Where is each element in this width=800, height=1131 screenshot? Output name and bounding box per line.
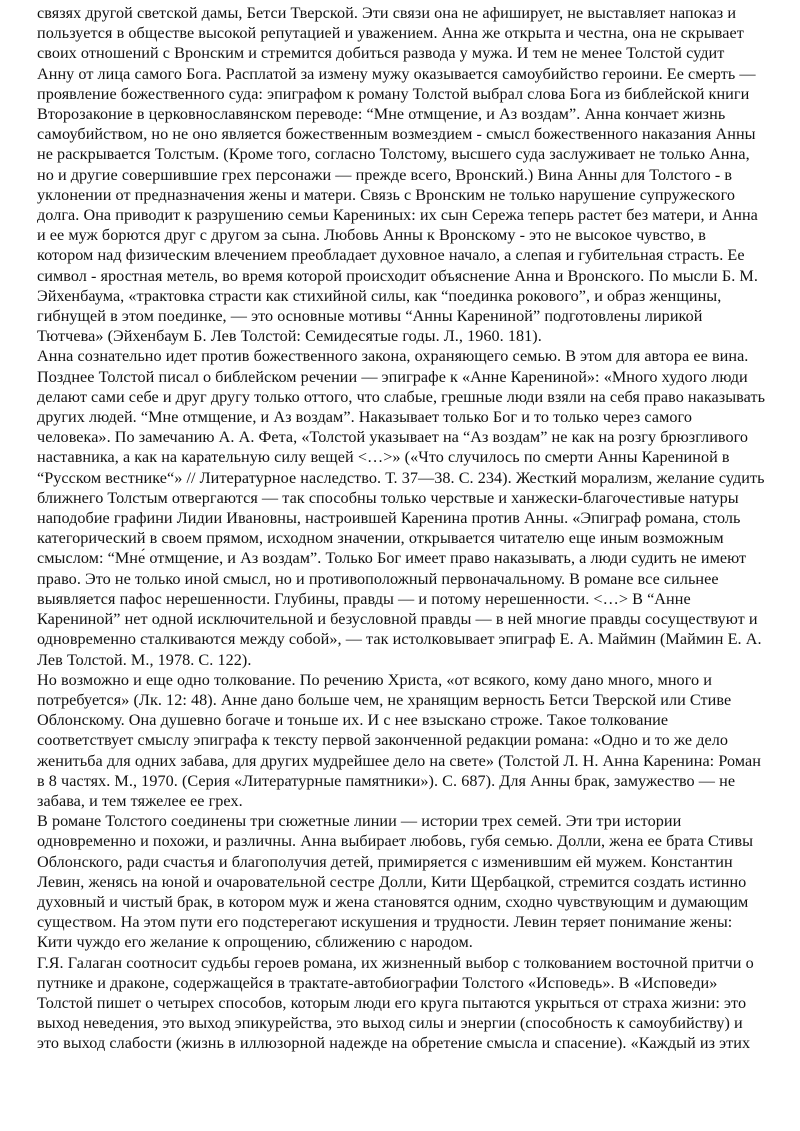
paragraph-2: Анна сознательно идет против божественного закона, охраняющего семью. В этом для автора ее вина. Позднее Толстой писал о библейском речении — эпиграфе к «Анне Карениной»: «Много худого люди делают сами себе и друг другу только оттого, что слабые, грешные люди взяли на себя право наказывать других людей. “Мне отмщение, и Аз воздам”. Наказывает только Бог и то только через самого человека». По замечанию А. А. Фета, «Толстой указывает на “Аз воздам” не как на розгу брюзгливого наставника, а как на карательную силу вещей <…>» («Что случилось по смерти Анны Карениной в “Русском вестнике“» // Литературное наследство. Т. 37—38. С. 234). Жесткий морализм, желание судить ближнего Толстым отвергаются — так способны только черствые и ханжески-благочестивые натуры наподобие графини Лидии Ивановны, настроившей Каренина против Анны. «Эпиграф романа, столь категорический в своем прямом, исходном значении, открывается читателю еще иным возможным смыслом: “Мне́ отмщение, и Аз воздам”. Только Бог имеет право наказывать, а люди судить не имеют право. Это не только иной смысл, но и противоположный первоначальному. В романе все сильнее выявляется пафос нерешенности. Глубины, правды — и потому нерешенности. <…> В “Анне Карениной” нет одной исключительной и безусловной правды — в ней многие правды сосуществуют и одновременно сталкиваются между собой», — так истолковывает эпиграф Е. А. Маймин (Маймин Е. А. Лев Толстой. М., 1978. С. 122). [37, 347, 766, 669]
paragraph-5: Г.Я. Галаган соотносит судьбы героев романа, их жизненный выбор с толкованием восточной притчи о путнике и драконе, содержащейся в трактате-автобиографии Толстого «Исповедь». В «Исповеди» Толстой пишет о четырех способов, которым люди его круга пытаются укрыться от страха жизни: это выход неведения, это выход эпикурейства, это выход силы и энергии (способность к самоубийству) и это выход слабости (жизнь в иллюзорной надежде на обретение смысла и спасение). «Каждый из этих [37, 953, 754, 1053]
paragraph-4: В романе Толстого соединены три сюжетные линии — истории трех семей. Эти три истории одновременно и похожи, и различны. Анна выбирает любовь, губя семью. Долли, жена ее брата Стивы Облонского, ради счастья и благополучия детей, примиряется с изменившим ей мужем. Константин Левин, женясь на юной и очаровательной сестре Долли, Кити Щербацкой, стремится создать истинно духовный и чистый брак, в котором муж и жена становятся одним, сходно чувствующим и думающим существом. На этом пути его подстерегают искушения и трудности. Левин теряет понимание жены: Кити чуждо его желание к опрощению, сближению с народом. [37, 812, 754, 952]
paragraph-1: связях другой светской дамы, Бетси Тверской. Эти связи она не афиширует, не выставляет напоказ и пользуется в обществе высокой репутацией и уважением. Анна же открыта и честна, она не скрывает своих отношений с Вронским и стремится добиться развода у мужа. И тем не менее Толстой судит Анну от лица самого Бога. Расплатой за измену мужу оказывается самоубийство героини. Ее смерть — проявление божественного суда: эпиграфом к роману Толстой выбрал слова Бога из библейской книги Второзаконие в церковнославянском переводе: “Мне отмщение, и Аз воздам”. Анна кончает жизнь самоубийством, но не оно является божественным возмездием - смысл божественного наказания Анны не раскрывается Толстым. (Кроме того, согласно Толстому, высшего суда заслуживает не только Анна, но и другие совершившие грех персонажи — прежде всего, Вронский.) Вина Анны для Толстого - в уклонении от предназначения жены и матери. Связь с Вронским не только нарушение супружеского долга. Она приводит к разрушению семьи Карениных: их сын Сережа теперь растет без матери, и Анна и ее муж борются друг с другом за сына. Любовь Анны к Вронскому - это не высокое чувство, в котором над физическим влечением преобладает духовное начало, а слепая и губительная страсть. Ее символ - яростная метель, во время которой происходит объяснение Анна и Вронского. По мысли Б. М. Эйхенбаума, «трактовка страсти как стихийной силы, как “поединка рокового”, и образ женщины, гибнущей в этом поединке, — это основные мотивы “Анны Карениной” подготовлены лирикой Тютчева» (Эйхенбаум Б. Лев Толстой: Семидесятые годы. Л., 1960. 181). [37, 4, 758, 346]
paragraph-3: Но возможно и еще одно толкование. По речению Христа, «от всякого, кому дано много, много и потребуется» (Лк. 12: 48). Анне дано больше чем, не хранящим верность Бетси Тверской или Стиве Облонскому. Она душевно богаче и тоньше их. И с нее взыскано строже. Такое толкование соответствует смыслу эпиграфа к тексту первой законченной редакции романа: «Одно и то же дело женитьба для одних забава, для других мудрейшее дело на свете» (Толстой Л. Н. Анна Каренина: Роман в 8 частях. М., 1970. (Серия «Литературные памятники»). С. 687). Для Анны брак, замужество — не забава, и тем тяжелее ее грех. [37, 670, 761, 810]
